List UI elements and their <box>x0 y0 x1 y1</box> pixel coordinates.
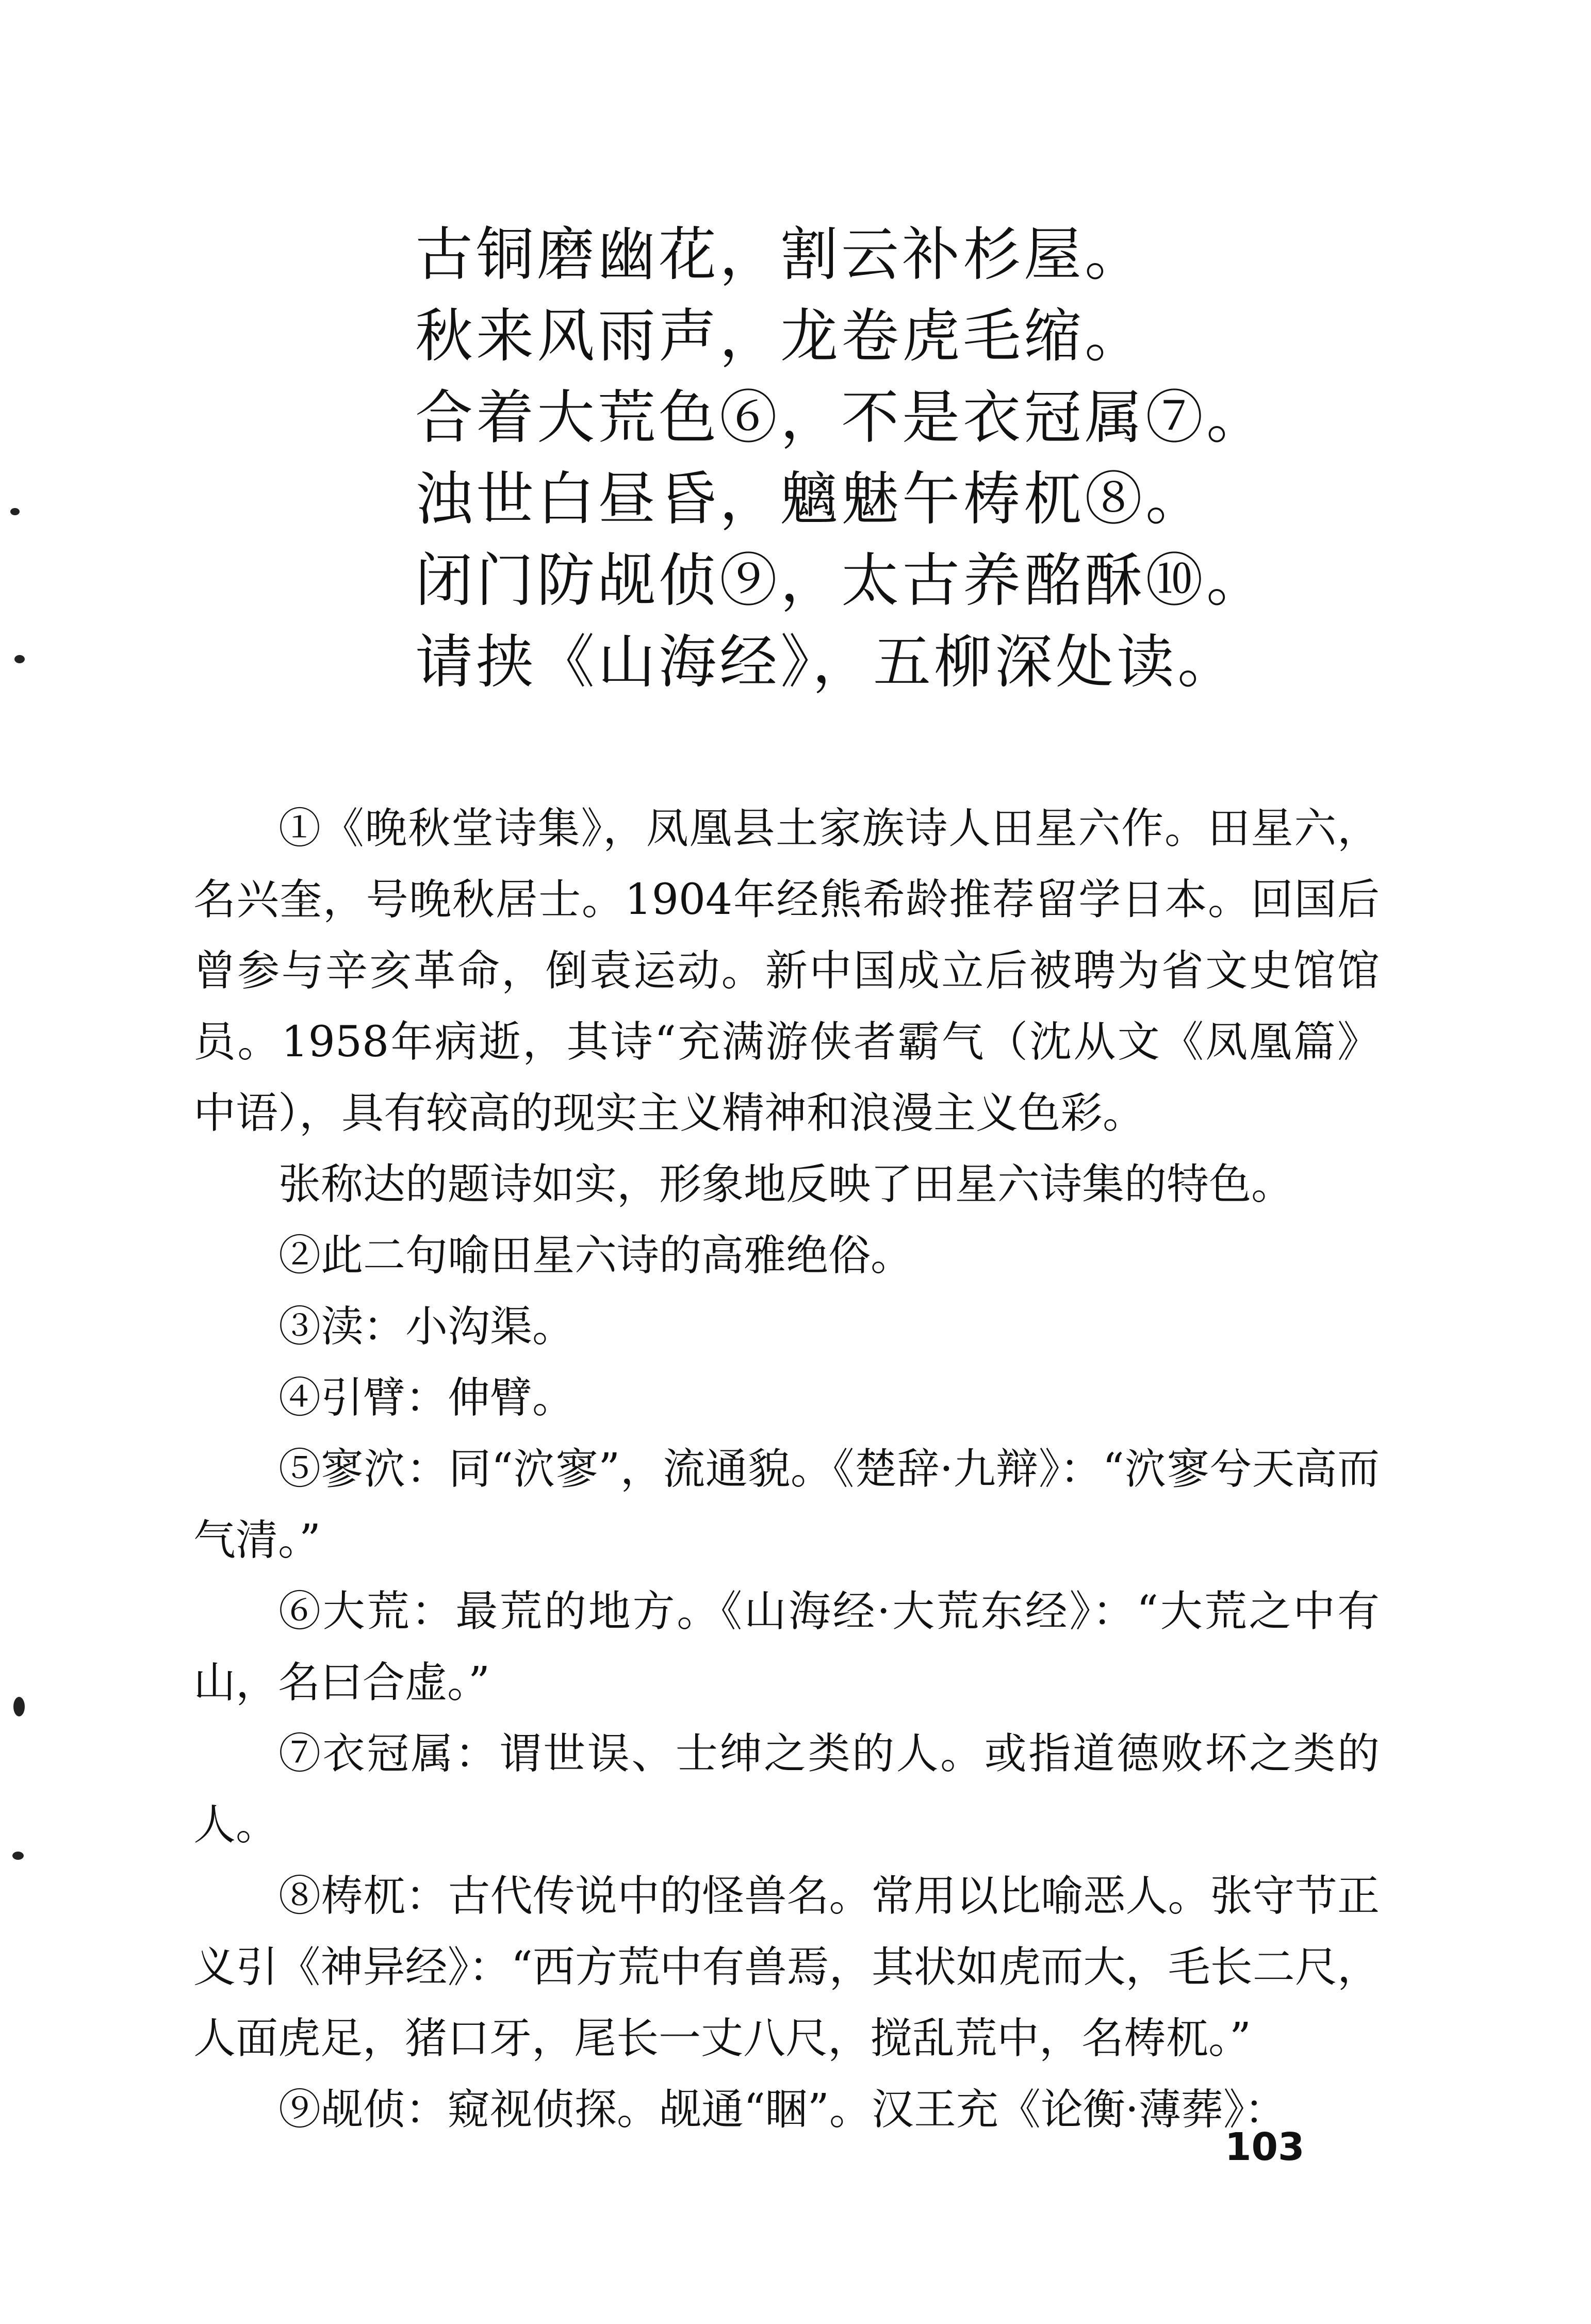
poem-line: 古铜磨幽花，割云补杉屋。 <box>415 221 1145 288</box>
poem <box>415 214 1395 703</box>
note-8: ⑧梼杌：古代传说中的怪兽名。常用以比喻恶人。张守节正义引《神异经》：“西方荒中有兽焉，其状如虎而大，毛长二尺，人面虎足，猪口牙，尾长一丈八尺，搅乱荒中，名梼杌。” <box>193 1872 1380 2063</box>
poem-line: 浊世白昼昏，魑魅午梼杌⑧。 <box>415 466 1206 533</box>
note-2: ②此二句喻田星六诗的高雅绝俗。 <box>278 1231 913 1280</box>
scan-speck <box>10 508 20 515</box>
annotations <box>193 793 1380 2146</box>
note-5: ⑤寥泬：同“泬寥”，流通貌。《楚辞·九辩》：“泬寥兮天高而气清。” <box>193 1445 1380 1565</box>
page-number: 103 <box>1225 2125 1305 2169</box>
poem-line: 合着大荒色⑥，不是衣冠属⑦。 <box>415 384 1267 451</box>
poem-line: 闭门防觇侦⑨，太古养酩酥⑩。 <box>415 547 1267 614</box>
note-6: ⑥大荒：最荒的地方。《山海经·大荒东经》：“大荒之中有山，名曰合虚。” <box>193 1587 1380 1707</box>
scan-speck <box>14 655 25 663</box>
note-1: ①《晚秋堂诗集》，凤凰县土家族诗人田星六作。田星六，名兴奎，号晚秋居士。1904年经熊希龄推荐留学日本。回国后曾参与辛亥革命，倒袁运动。新中国成立后被聘为省文史馆馆员。1958年病逝，其诗“充满游侠者霸气（沈从文《凤凰篇》中语），具有较高的现实主义精神和浪漫主义色彩。 <box>193 804 1380 1138</box>
scan-speck <box>12 1852 24 1860</box>
note-7: ⑦衣冠属：谓世误、士绅之类的人。或指道德败坏之类的人。 <box>193 1729 1380 1850</box>
scan-speck <box>13 1697 25 1716</box>
note-4: ④引臂：伸臂。 <box>278 1373 575 1422</box>
poem-line: 请挟《山海经》，五柳深处读。 <box>415 629 1238 696</box>
note-1-comment: 张称达的题诗如实，形象地反映了田星六诗集的特色。 <box>278 1160 1294 1209</box>
note-9: ⑨觇侦：窥视侦探。觇通“睏”。汉王充《论衡·薄葬》： <box>278 2085 1287 2134</box>
note-3: ③渎：小沟渠。 <box>278 1302 575 1351</box>
poem-line: 秋来风雨声，龙卷虎毛缩。 <box>415 303 1145 370</box>
